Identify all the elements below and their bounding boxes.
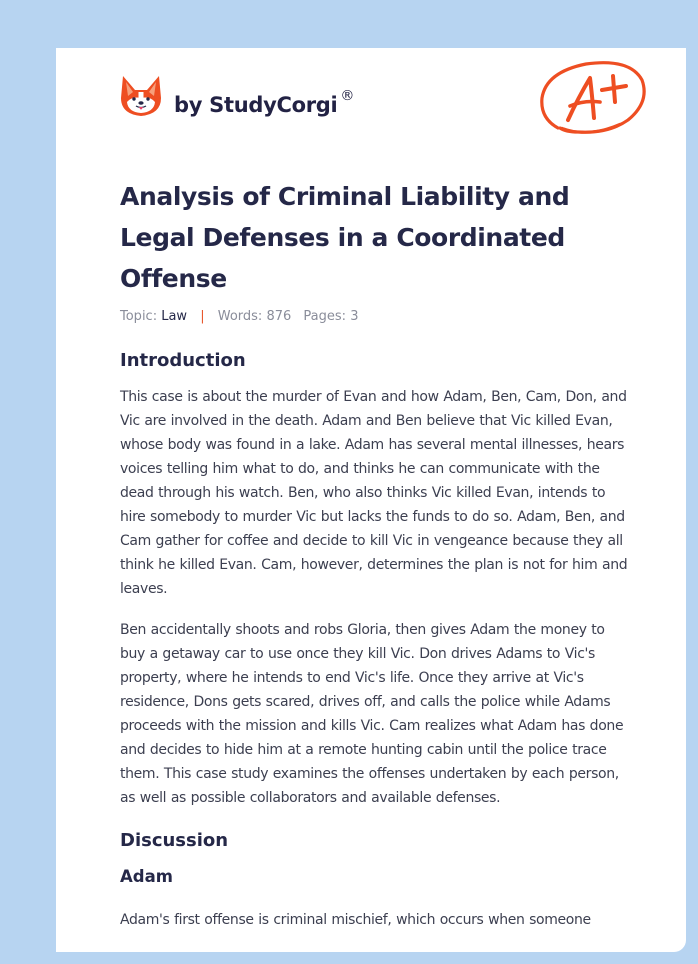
section-heading-discussion: Discussion xyxy=(120,830,229,851)
words-count: 876 xyxy=(266,309,292,324)
brand-name[interactable] xyxy=(174,88,355,117)
corgi-logo-icon[interactable] xyxy=(120,74,162,120)
section-heading-introduction: Introduction xyxy=(120,350,246,371)
article xyxy=(120,176,632,932)
document-meta xyxy=(120,309,632,324)
brand-text: by StudyCorgi xyxy=(174,93,338,117)
paragraph: Adam's first offense is criminal mischief, which occurs when someone xyxy=(120,912,591,928)
meta-separator: | xyxy=(200,309,205,324)
registered-mark: ® xyxy=(340,88,355,104)
a-plus-grade-icon xyxy=(538,58,650,140)
words-label: Words: xyxy=(217,309,263,324)
document-card xyxy=(56,48,686,952)
header xyxy=(56,48,686,158)
topic-link[interactable]: Law xyxy=(161,309,188,324)
subsection-heading-adam: Adam xyxy=(120,867,173,886)
paragraph: This case is about the murder of Evan and how Adam, Ben, Cam, Don, and Vic are involved in the death. Adam and Ben believe that Vic killed Evan, whose body was found in a lake. Adam has several mental illnesses, hears voices telling him what to do, and thinks he can communicate with the dead through his watch. Ben, who also thinks Vic killed Evan, intends to hire somebody to murder Vic but lacks the funds to do so. Adam, Ben, and Cam gather for coffee and decide to kill Vic in vengeance because they all think he killed Evan. Cam, however, determines the plan is not for him and leaves. xyxy=(120,389,628,597)
topic-label: Topic: xyxy=(120,309,158,324)
page-title: Analysis of Criminal Liability and Legal Defenses in a Coordinated Offense xyxy=(120,182,570,293)
pages-count: 3 xyxy=(350,309,359,324)
pages-label: Pages: xyxy=(303,309,347,324)
paragraph: Ben accidentally shoots and robs Gloria, then gives Adam the money to buy a getaway car to use once they kill Vic. Don drives Adams to Vic's property, where he intends to end Vic's life. Once they arrive at Vic's residence, Dons gets scared, drives off, and calls the police while Adams proceeds with the mission and kills Vic. Cam realizes what Adam has done and decides to hide him at a remote hunting cabin until the police trace them. This case study examines the offenses undertaken by each person, as well as possible collaborators and available defenses. xyxy=(120,622,624,806)
